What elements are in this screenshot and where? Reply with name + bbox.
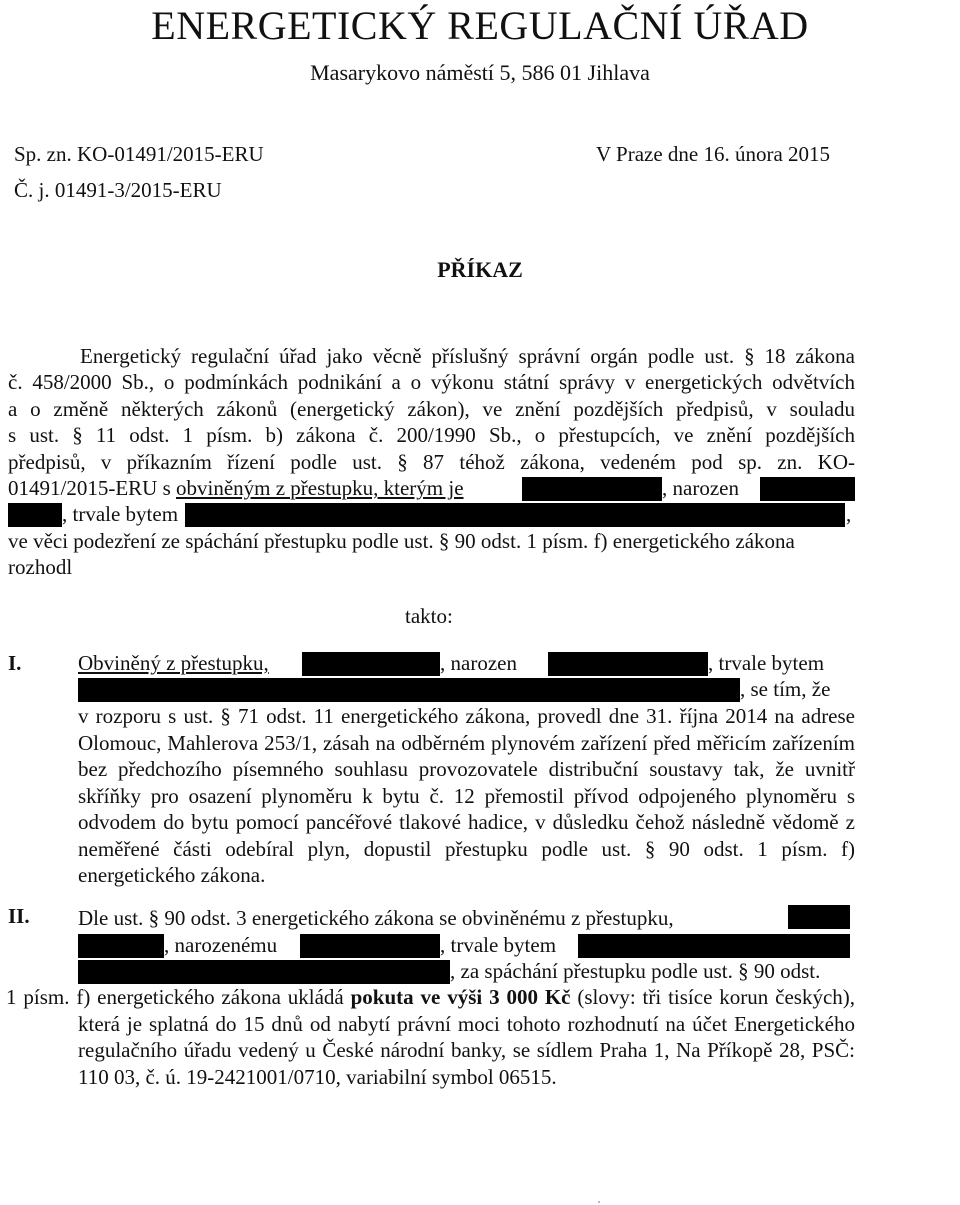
intro-line-7-end: ,	[846, 502, 852, 526]
intro-line-6a: 01491/2015-ERU s	[8, 476, 171, 500]
intro-line-6b: obviněným z přestupku, kterým je	[176, 476, 464, 500]
section-1-body: v rozporu s ust. § 71 odst. 11 energetického zákona, provedl dne 31. října 2014 na adrese Olomouc, Mahlerova 253/1, zásah na odběrném plynovém zařízení před měřicím zařízením bez předchozího písemného souhlasu provozovatele distribuční soustavy tak, že uvnitř skříňky pro osazení plynoměru k bytu č. 12 přemostil přívod odpojeného plynoměru s odvodem do bytu pomocí pancéřové tlakové hadice, v důsledku čehož následně vědomě z neměřené části odebíral plyn, dopustil přestupku podle ust. § 90 odst. 1 písm. f) energetického zákona.	[78, 704, 855, 887]
intro-line-1-text: Energetický regulační úřad jako věcně příslušný správní orgán podle ust. § 18 zákona	[80, 344, 855, 368]
section-1-number: I.	[8, 651, 22, 675]
redaction-block	[760, 477, 855, 501]
intro-line-2-text: č. 458/2000 Sb., o podmínkách podnikání a o výkonu státní správy v energetických odvětvích	[8, 370, 855, 394]
intro-line-4	[8, 422, 855, 448]
redaction-block	[8, 503, 62, 527]
redaction-block	[522, 477, 662, 501]
section-1-line-1b: , narozen	[440, 651, 517, 675]
redaction-block	[78, 678, 740, 702]
intro-line-6c: , narozen	[662, 476, 739, 500]
intro-line-3-text: a o změně některých zákonů (energetický zákon), ve znění pozdějších předpisů, v souladu	[8, 397, 855, 421]
redaction-block	[78, 934, 164, 958]
document-date: V Praze dne 16. února 2015	[596, 142, 831, 166]
intro-line-8: ve věci podezření ze spáchání přestupku podle ust. § 90 odst. 1 písm. f) energetického zákona	[8, 529, 795, 553]
intro-line-4-text: s ust. § 11 odst. 1 písm. b) zákona č. 200/1990 Sb., o přestupcích, ve znění pozdějších	[8, 423, 855, 447]
section-1-line-1c	[708, 650, 854, 676]
authority-title: ENERGETICKÝ REGULAČNÍ ÚŘAD	[151, 3, 809, 48]
scan-speck	[598, 1201, 600, 1203]
redaction-block	[302, 652, 440, 676]
section-2-line-1: Dle ust. § 90 odst. 3 energetického zákona se obviněnému z přestupku,	[78, 906, 674, 930]
redaction-block	[548, 652, 708, 676]
decision-marker: takto:	[405, 604, 453, 628]
fine-amount: pokuta ve výši 3 000 Kč	[350, 985, 571, 1009]
section-2-body-b: (slovy: tři tisíce korun českých), která je splatná do 15 dnů od nabytí právní moci tohoto rozhodnutí na účet Energetického regulačního úřadu vedený u České národní banky, se sídlem Praha 1, Na Příkopě 28, PSČ: 110 03, č. ú. 19-2421001/0710, variabilní symbol 06515.	[78, 985, 856, 1089]
redaction-block	[78, 960, 450, 984]
section-2-body	[6, 984, 856, 1090]
section-2-body-a: 1 písm. f) energetického zákona ukládá	[6, 985, 344, 1009]
intro-line-9: rozhodl	[8, 555, 73, 579]
intro-line-6	[8, 475, 464, 501]
intro-line-3	[8, 396, 855, 422]
redaction-block	[300, 934, 440, 958]
file-reference: Sp. zn. KO-01491/2015-ERU	[14, 142, 264, 166]
intro-line-2	[8, 369, 855, 395]
section-2-line-3: , za spáchání přestupku podle ust. § 90 odst.	[450, 959, 821, 983]
intro-line-7: , trvale bytem	[62, 502, 179, 526]
section-1-line-2: , se tím, že	[740, 677, 831, 701]
intro-line-5-text: předpisů, v příkazním řízení podle ust. § 87 téhož zákona, vedeném pod sp. zn. KO-	[8, 450, 855, 474]
section-2-number: II.	[8, 904, 30, 928]
authority-address: Masarykovo náměstí 5, 586 01 Jihlava	[310, 60, 650, 85]
case-number: Č. j. 01491-3/2015-ERU	[14, 178, 222, 202]
redaction-block	[185, 503, 845, 527]
intro-line-5	[8, 449, 855, 475]
intro-line-1	[80, 343, 855, 369]
redaction-block	[578, 934, 850, 958]
section-2-line-2b: , trvale bytem	[440, 933, 557, 957]
section-1-line-1c-text: , trvale bytem	[708, 651, 825, 675]
document-type-heading: PŘÍKAZ	[437, 257, 523, 282]
section-1-accused: Obviněný z přestupku,	[78, 651, 269, 675]
section-2-line-2a: , narozenému	[164, 933, 278, 957]
redaction-block	[788, 905, 850, 929]
section-1-line-1a	[78, 650, 269, 676]
